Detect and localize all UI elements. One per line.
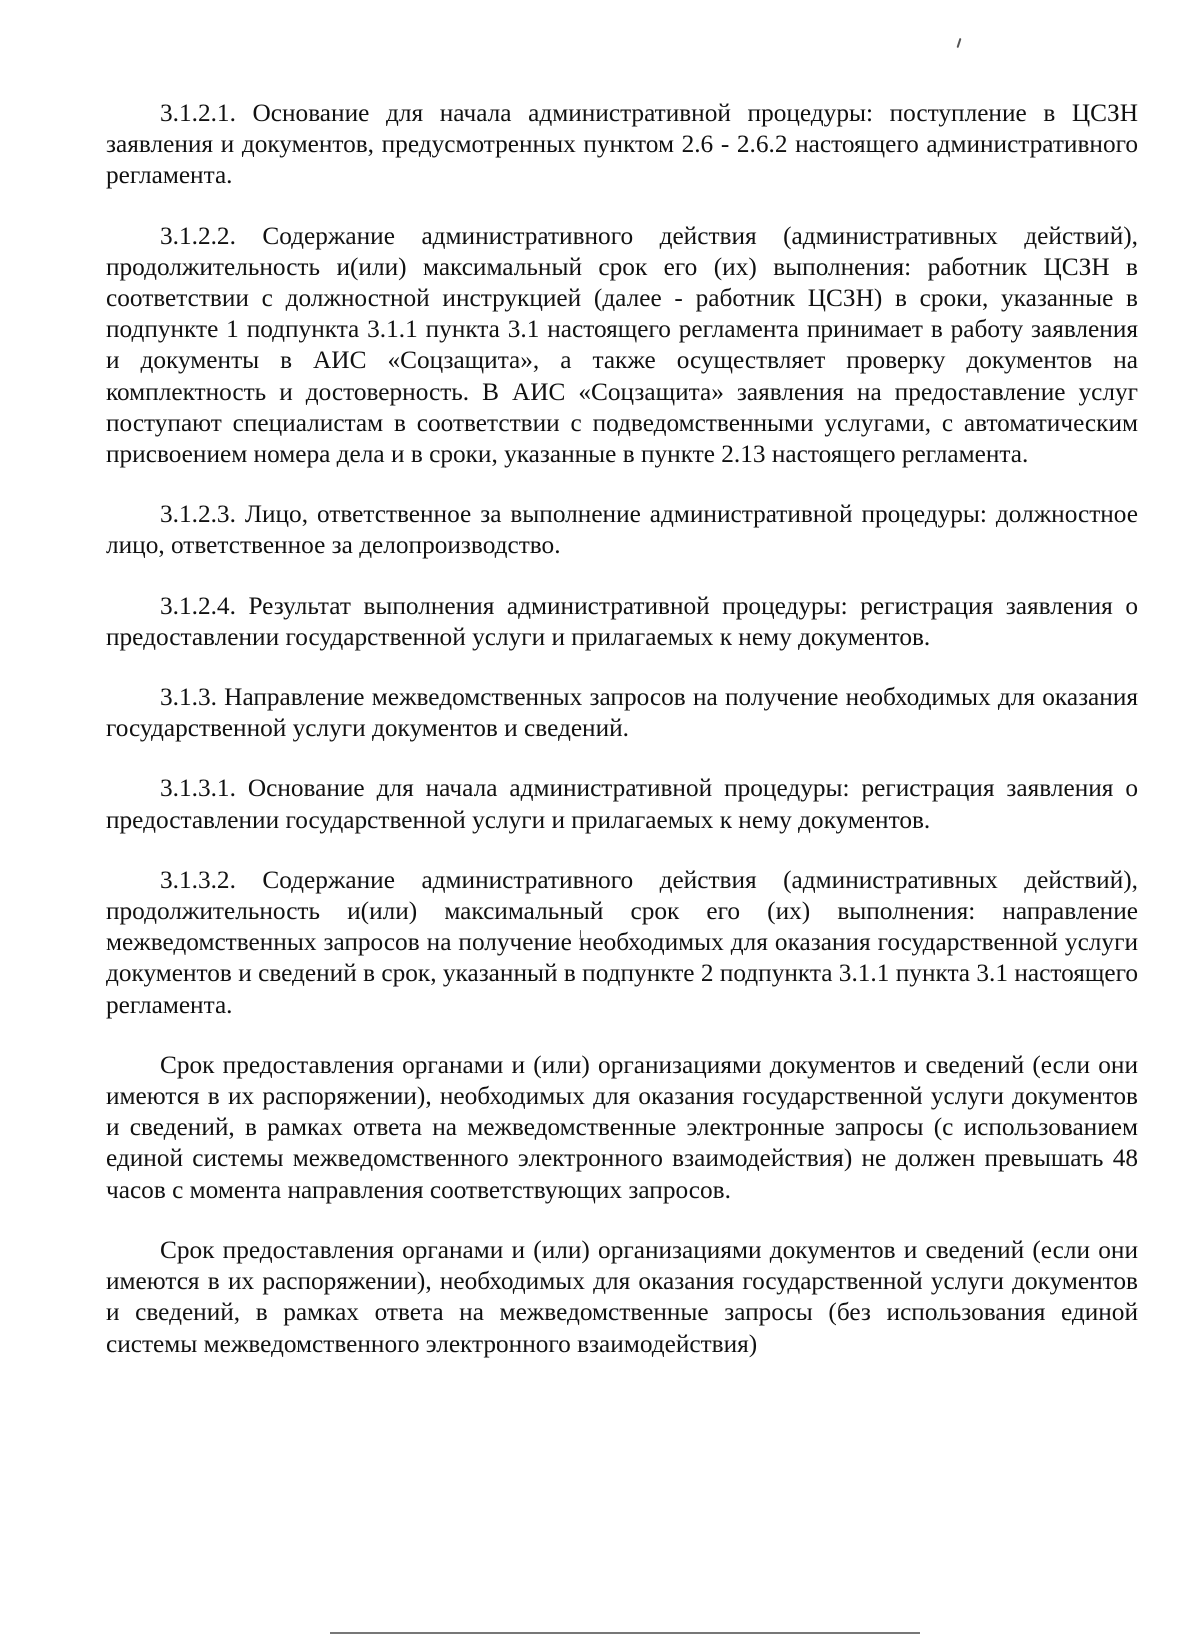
paragraph-3-1-2-2: 3.1.2.2. Содержание административного действия (административных действий), продолжительность и(или) максимальный срок его (их) выполнения: работник ЦСЗН в соответствии с должностной инструкцией (далее - работник ЦСЗН) в сроки, указанные в подпункте 1 подпункта 3.1.1 пункта 3.1 настоящего регламента принимает в работу заявления и документы в АИС «Соцзащита», а также осуществляет проверку документов на комплектность и достоверность. В АИС «Соцзащита» заявления на предоставление услуг поступают специалистам в соответствии с подведомственными услугами, с автоматическим присвоением номера дела и в сроки, указанные в пункте 2.13 настоящего регламента. [106,221,1138,469]
scan-artifact-mark [957,38,962,48]
paragraph-3-1-2-3: 3.1.2.3. Лицо, ответственное за выполнение административной процедуры: должностное лицо, ответственное за делопроизводство. [106,500,1138,560]
paragraph-3-1-3-1: 3.1.3.1. Основание для начала административной процедуры: регистрация заявления о предоставлении государственной услуги и прилагаемых к нему документов. [106,774,1138,834]
paragraph-3-1-3-2: 3.1.3.2. Содержание административного действия (административных действий), продолжительность и(или) максимальный срок его (их) выполнения: направление межведомственных запросов на получение необходимых для оказания государственной услуги документов и сведений в срок, указанный в подпункте 2 подпункта 3.1.1 пункта 3.1 настоящего регламента. [106,865,1138,1019]
paragraph-electronic-requests-term: Срок предоставления органами и (или) организациями документов и сведений (если они имеются в их распоряжении), необходимых для оказания государственной услуги документов и сведений, в рамках ответа на межведомственные электронные запросы (с использованием единой системы межведомственного электронного взаимодействия) не должен превышать 48 часов с момента направления соответствующих запросов. [106,1050,1138,1204]
paragraph-3-1-2-4: 3.1.2.4. Результат выполнения административной процедуры: регистрация заявления о предоставлении государственной услуги и прилагаемых к нему документов. [106,591,1138,651]
paragraph-3-1-3: 3.1.3. Направление межведомственных запросов на получение необходимых для оказания государственной услуги документов и сведений. [106,683,1138,743]
page-bottom-edge-line [330,1632,920,1634]
document-body [106,98,1138,1389]
paragraph-non-electronic-requests-term: Срок предоставления органами и (или) организациями документов и сведений (если они имеются в их распоряжении), необходимых для оказания государственной услуги документов и сведений, в рамках ответа на межведомственные запросы (без использования единой системы межведомственного электронного взаимодействия) [106,1235,1138,1358]
paragraph-3-1-2-1: 3.1.2.1. Основание для начала административной процедуры: поступление в ЦСЗН заявления и документов, предусмотренных пунктом 2.6 - 2.6.2 настоящего административного регламента. [106,99,1138,190]
